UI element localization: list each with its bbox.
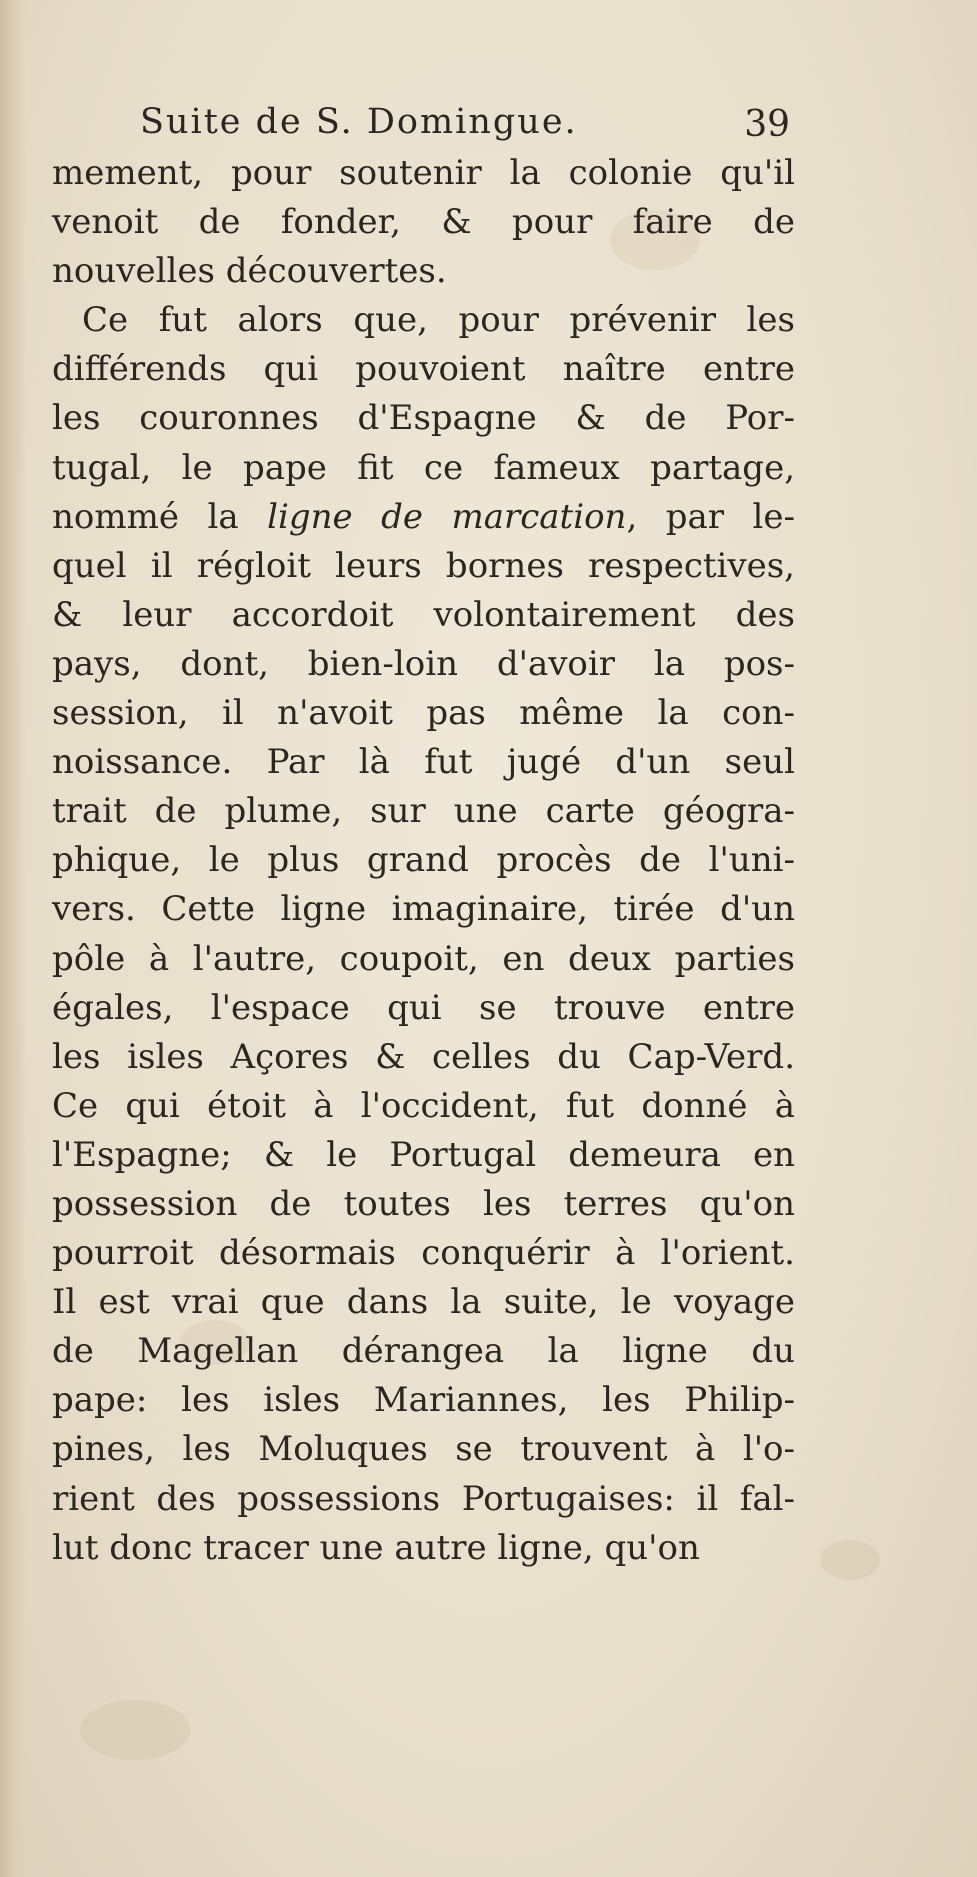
text-line: différends qui pouvoient naître entre [52, 349, 795, 390]
paper-stain [80, 1700, 190, 1760]
text-line: mement, pour soutenir la colonie qu'il [52, 153, 795, 193]
text-line: lut donc tracer une autre ligne, qu'on [52, 1527, 700, 1568]
text-line: trait de plume, sur une carte géogra- [52, 791, 795, 832]
italic-term: ligne de marcation [267, 496, 627, 537]
text-line: noissance. Par là fut jugé d'un seul [52, 742, 795, 783]
text-line: & leur accordoit volontairement des [52, 594, 795, 635]
text-line: pape: les isles Mariannes, les Philip- [52, 1380, 795, 1421]
text-line: nommé la ligne de marcation, par le- [52, 496, 795, 537]
text-line: nouvelles découvertes. [52, 251, 447, 292]
text-line: pines, les Moluques se trouvent à l'o- [52, 1429, 795, 1470]
text-line: session, il n'avoit pas même la con- [52, 693, 795, 734]
page-number: 39 [744, 104, 790, 145]
text-line: pôle à l'autre, coupoit, en deux parties [52, 938, 795, 979]
text-line: vers. Cette ligne imaginaire, tirée d'un [52, 889, 795, 930]
page-gutter-shadow [0, 0, 26, 1877]
text-line: de Magellan dérangea la ligne du [52, 1331, 795, 1372]
text-line: tugal, le pape fit ce fameux partage, [52, 447, 795, 488]
text-line: l'Espagne; & le Portugal demeura en [52, 1134, 795, 1175]
body-text [52, 149, 795, 1573]
text-line: égales, l'espace qui se trouve entre [52, 987, 795, 1028]
text-line: les isles Açores & celles du Cap-Verd. [52, 1036, 795, 1077]
text-line: phique, le plus grand procès de l'uni- [52, 840, 795, 881]
text-line: pays, dont, bien-loin d'avoir la pos- [52, 643, 795, 684]
text-line: pourroit désormais conquérir à l'orient. [52, 1233, 795, 1274]
text-line: rient des possessions Portugaises: il fal- [52, 1478, 795, 1519]
page-header [140, 100, 790, 150]
text-line: venoit de fonder, & pour faire de [52, 202, 795, 243]
text-line: quel il régloit leurs bornes respectives, [52, 545, 795, 586]
text-line: Il est vrai que dans la suite, le voyage [52, 1282, 795, 1323]
text-line: Ce qui étoit à l'occident, fut donné à [52, 1085, 795, 1126]
text-line: les couronnes d'Espagne & de Por- [52, 398, 795, 439]
running-title: Suite de S. Domingue. [140, 102, 578, 142]
text-line: Ce fut alors que, pour prévenir les [82, 300, 795, 341]
paper-stain [820, 1540, 880, 1580]
text-line: possession de toutes les terres qu'on [52, 1183, 795, 1224]
